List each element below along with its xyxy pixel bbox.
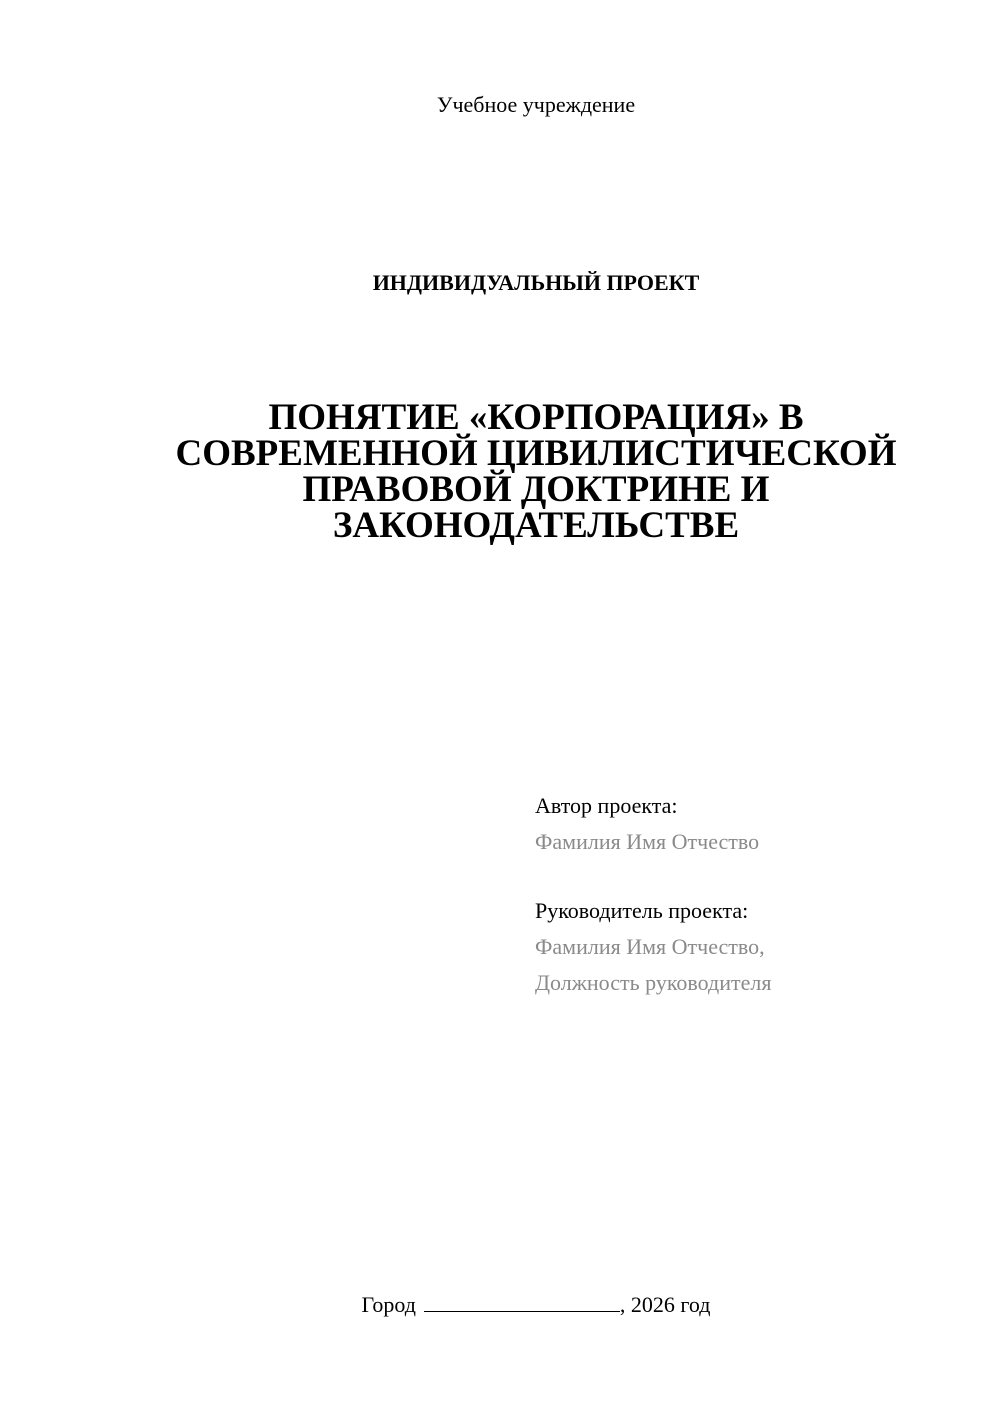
city-blank-line bbox=[424, 1291, 620, 1312]
city-label: Город bbox=[361, 1292, 416, 1317]
supervisor-label: Руководитель проекта: bbox=[535, 898, 749, 923]
footer-city-year bbox=[0, 1290, 1000, 1320]
supervisor-name: Фамилия Имя Отчество, bbox=[535, 934, 765, 959]
supervisor-block bbox=[535, 893, 771, 1001]
document-type: ИНДИВИДУАЛЬНЫЙ ПРОЕКТ bbox=[372, 270, 700, 295]
title-line: ЗАКОНОДАТЕЛЬСТВЕ bbox=[332, 505, 740, 546]
title-line: ПРАВОВОЙ ДОКТРИНЕ И bbox=[302, 469, 770, 510]
institution-name: Учебное учреждение bbox=[436, 92, 636, 117]
author-label: Автор проекта: bbox=[535, 793, 678, 818]
author-name: Фамилия Имя Отчество bbox=[535, 829, 760, 854]
title-line: ПОНЯТИЕ «КОРПОРАЦИЯ» В bbox=[268, 397, 804, 438]
year-text: , 2026 год bbox=[619, 1292, 711, 1317]
title-line: СОВРЕМЕННОЙ ЦИВИЛИСТИЧЕСКОЙ bbox=[175, 433, 897, 474]
supervisor-position: Должность руководителя bbox=[535, 970, 772, 995]
project-title bbox=[140, 397, 932, 546]
author-block bbox=[535, 788, 759, 860]
